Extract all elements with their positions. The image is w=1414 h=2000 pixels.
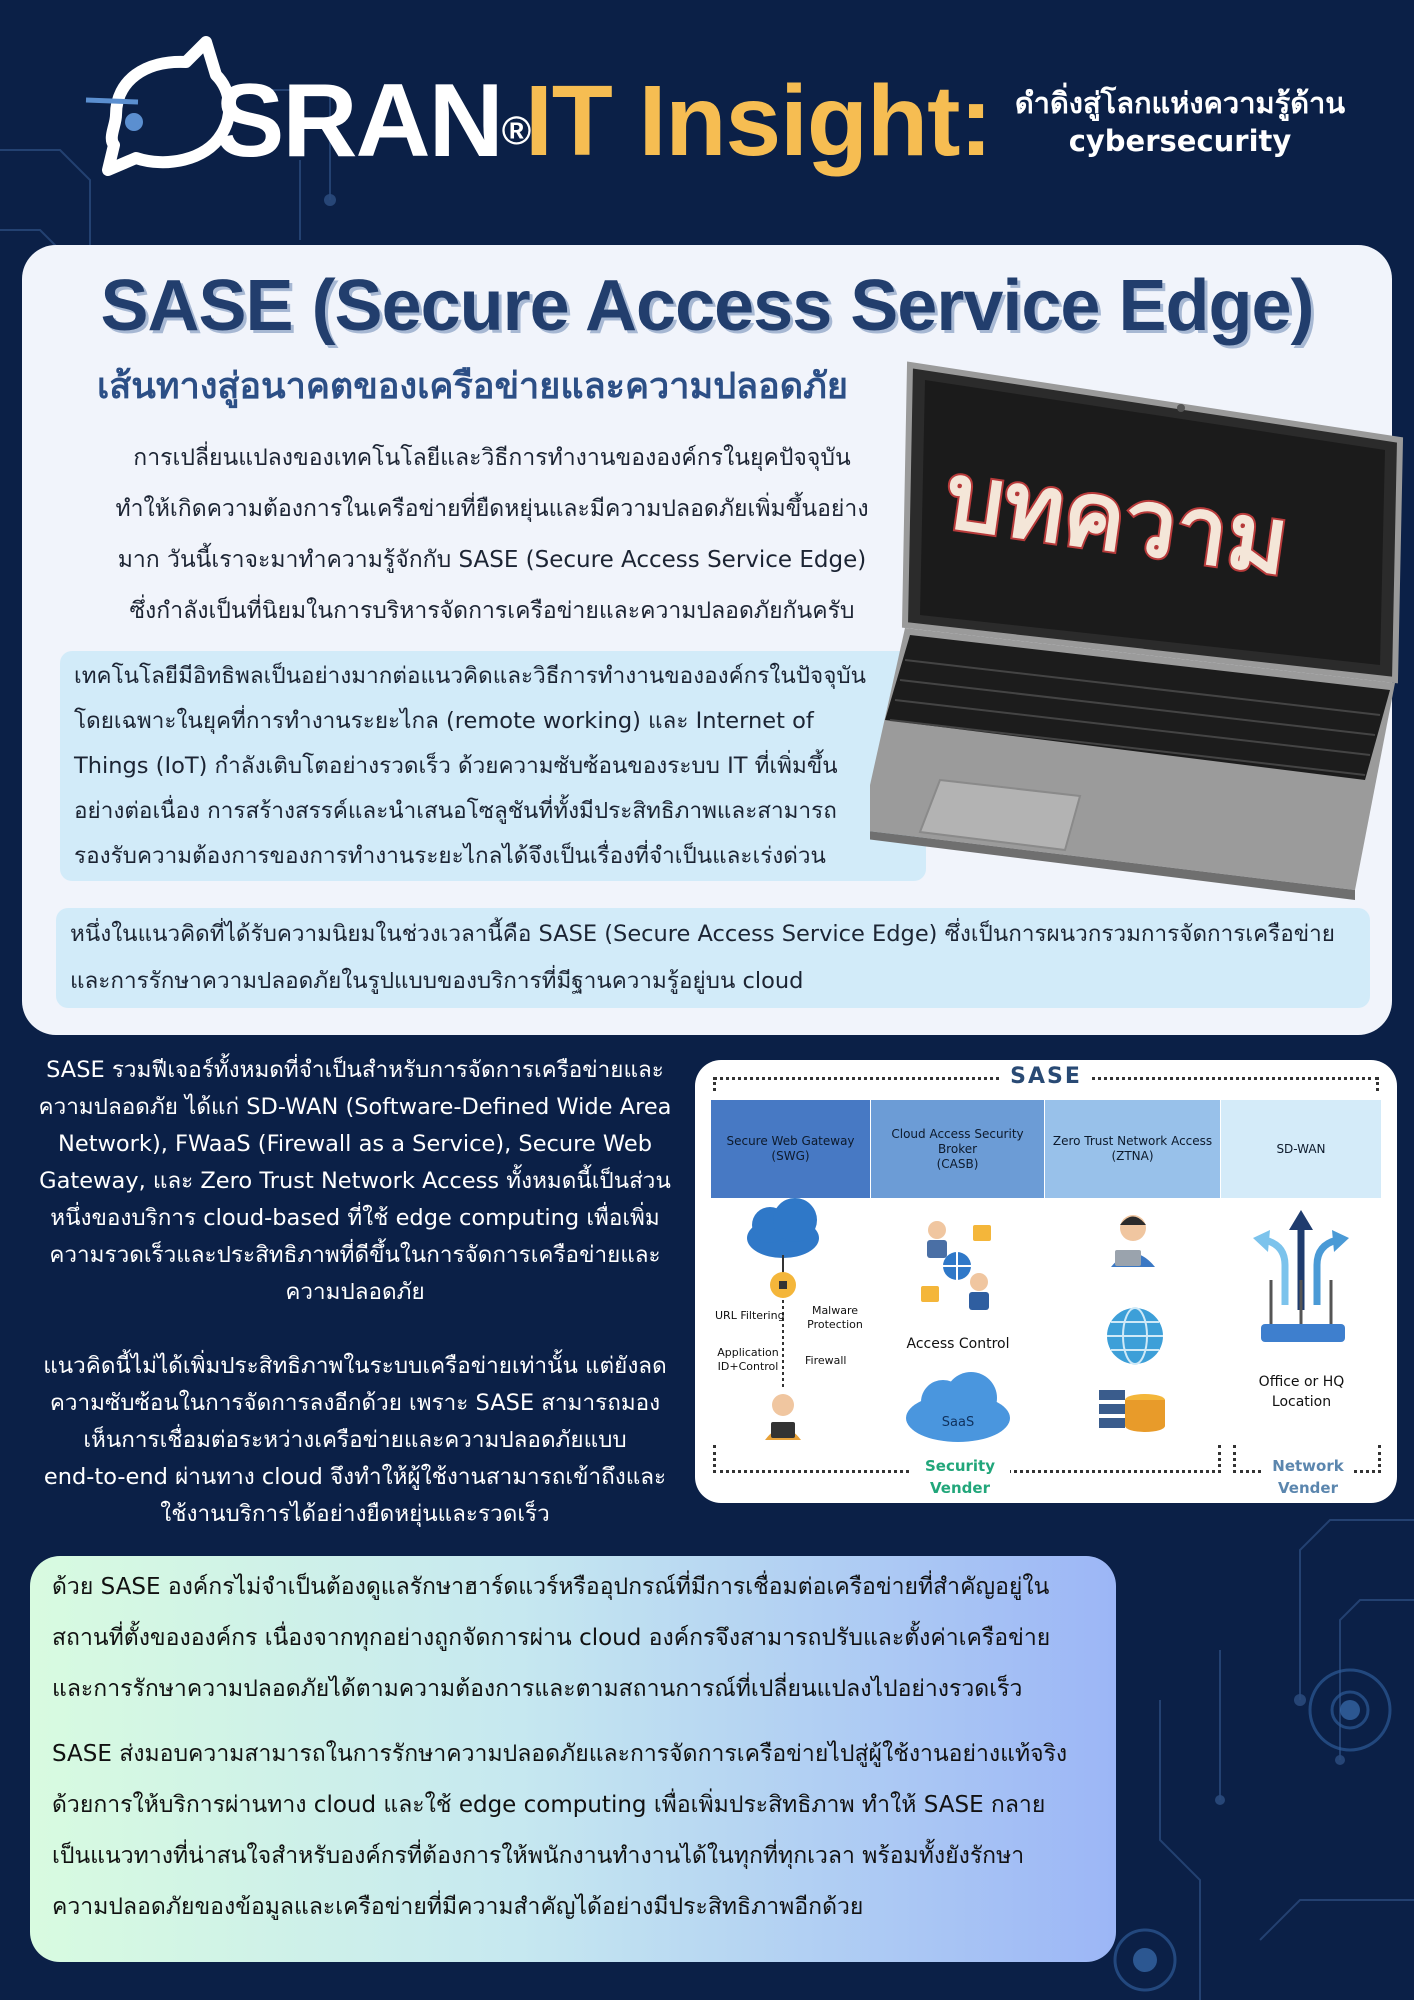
text-line: ความรวดเร็วและประสิทธิภาพที่ดีขึ้นในการจัดการเครือข่ายและ xyxy=(49,1242,661,1268)
it-insight-title: IT Insight: xyxy=(525,65,992,177)
text-line: Network), FWaaS (Firewall as a Service), Secure Web xyxy=(58,1131,652,1157)
security-vendor-label: Security Vender xyxy=(910,1455,1010,1499)
column-ztna: Zero Trust Network Access (ZTNA) xyxy=(1045,1100,1221,1198)
label-url-filtering: URL Filtering xyxy=(715,1309,785,1322)
paragraph-line: รองรับความต้องการของการทำงานระยะไกลได้จึงเป็นเรื่องที่จำเป็นและเร่งด่วน xyxy=(74,843,826,869)
saas-cloud-icon xyxy=(906,1372,1010,1442)
network-vendor-label: Network Vender xyxy=(1263,1455,1353,1499)
paragraph-line: เทคโนโลยีมีอิทธิพลเป็นอย่างมากต่อแนวคิดและวิธีการทำงานขององค์กรในปัจจุบัน xyxy=(74,663,867,689)
text-line: ด้วยการให้บริการผ่านทาง cloud และใช้ edge computing เพื่อเพิ่มประสิทธิภาพ ทำให้ SASE กลาย xyxy=(52,1792,1046,1818)
developer-icon xyxy=(765,1394,801,1440)
column-swg: Secure Web Gateway (SWG) xyxy=(711,1100,871,1198)
text-line: ความปลอดภัย xyxy=(285,1279,425,1305)
paragraph-line: Things (IoT) กำลังเติบโตอย่างรวดเร็ว ด้วยความซับซ้อนของระบบ IT ที่เพิ่มขึ้น xyxy=(74,753,838,779)
globe-icon xyxy=(1107,1308,1163,1364)
text-line: end-to-end ผ่านทาง cloud จึงทำให้ผู้ใช้งานสามารถเข้าถึงและ xyxy=(43,1464,667,1490)
brand-name: SRAN® xyxy=(215,63,532,179)
article-subtitle: เส้นทางสู่อนาคตของเครือข่ายและความปลอดภัย xyxy=(97,366,848,407)
column-casb: Cloud Access Security Broker (CASB) xyxy=(871,1100,1045,1198)
column-sdwan: SD-WAN xyxy=(1221,1100,1382,1198)
article-title: SASE (Secure Access Service Edge) xyxy=(100,266,1314,346)
intro-line: มาก วันนี้เราจะมาทำความรู้จักกับ SASE (Secure Access Service Edge) xyxy=(117,547,867,573)
tagline-line-1: ดำดิ่งสู่โลกแห่งความรู้ด้าน xyxy=(1014,86,1346,120)
text-line: ความปลอดภัยของข้อมูลและเครือข่ายที่มีความสำคัญได้อย่างมีประสิทธิภาพอีกด้วย xyxy=(52,1894,864,1920)
middle-text xyxy=(25,1052,685,1533)
label-access-control: Access Control xyxy=(906,1336,1010,1352)
label-malware-protection: Malware Protection xyxy=(807,1304,863,1331)
header-tagline xyxy=(975,84,1385,160)
text-line: ด้วย SASE องค์กรไม่จำเป็นต้องดูแลรักษาฮาร์ดแวร์หรืออุปกรณ์ที่มีการเชื่อมต่อเครือข่ายที่สำคัญอยู่ใน xyxy=(52,1574,1050,1600)
laptop-screen-text: บทความ xyxy=(939,441,1296,596)
cloud-lock-icon xyxy=(747,1198,819,1298)
text-line: สถานที่ตั้งขององค์กร เนื่องจากทุกอย่างถูกจัดการผ่าน cloud องค์กรจึงสามารถปรับและตั้งค่าเครือข่าย xyxy=(52,1625,1051,1651)
remote-user-icon xyxy=(1111,1215,1155,1267)
intro-line: ซึ่งกำลังเป็นที่นิยมในการบริหารจัดการเครือข่ายและความปลอดภัยกันครับ xyxy=(129,598,855,624)
sase-diagram xyxy=(695,1060,1397,1503)
text-line: เห็นการเชื่อมต่อระหว่างเครือข่ายและความปลอดภัยแบบ xyxy=(83,1427,627,1453)
database-icon xyxy=(1099,1390,1165,1432)
sdwan-router-icon xyxy=(1253,1210,1349,1342)
label-office-hq: Office or HQ Location xyxy=(1258,1374,1345,1410)
laptop-illustration xyxy=(870,360,1410,900)
intro-line: การเปลี่ยนแปลงของเทคโนโลยีและวิธีการทำงานขององค์กรในยุคปัจจุบัน xyxy=(133,445,851,471)
registered-mark: ® xyxy=(501,109,532,153)
text-line: ความปลอดภัย ได้แก่ SD-WAN (Software-Defined Wide Area xyxy=(38,1094,672,1120)
diagram-title: SASE xyxy=(695,1064,1397,1089)
article-intro xyxy=(62,433,922,637)
middle-paragraph-2 xyxy=(25,1348,685,1533)
text-line: Gateway, และ Zero Trust Network Access ทั้งหมดนี้เป็นส่วน xyxy=(39,1168,671,1194)
summary-paragraph-2 xyxy=(52,1729,1096,1933)
middle-paragraph-1 xyxy=(25,1052,685,1311)
label-application-control: Application ID+Control xyxy=(717,1346,779,1373)
paragraph-line: หนึ่งในแนวคิดที่ได้รับความนิยมในช่วงเวลานี้คือ SASE (Secure Access Service Edge) ซึ่งเป็นการผนวกรวมการจัดการเครือข่าย xyxy=(70,921,1335,947)
text-line: หนึ่งของบริการ cloud-based ที่ใช้ edge computing เพื่อเพิ่ม xyxy=(50,1205,660,1231)
intro-line: ทำให้เกิดความต้องการในเครือข่ายที่ยืดหยุ่นและมีความปลอดภัยเพิ่มขึ้นอย่าง xyxy=(115,496,869,522)
text-line: เป็นแนวทางที่น่าสนใจสำหรับองค์กรที่ต้องการให้พนักงานทำงานได้ในทุกที่ทุกเวลา พร้อมทั้งยังรักษา xyxy=(52,1843,1025,1869)
highlight-paragraph-1 xyxy=(60,651,926,881)
text-line: และการรักษาความปลอดภัยได้ตามความต้องการและตามสถานการณ์ที่เปลี่ยนแปลงไปอย่างรวดเร็ว xyxy=(52,1676,1023,1702)
paragraph-line: อย่างต่อเนื่อง การสร้างสรรค์และนำเสนอโซลูชันที่ทั้งมีประสิทธิภาพและสามารถ xyxy=(74,798,837,824)
summary-box xyxy=(30,1556,1116,1962)
label-saas: SaaS xyxy=(941,1415,975,1430)
text-line: ความซับซ้อนในการจัดการลงอีกด้วย เพราะ SASE สามารถมอง xyxy=(49,1390,661,1416)
paragraph-line: และการรักษาความปลอดภัยในรูปแบบของบริการที่มีฐานความรู้อยู่บน cloud xyxy=(70,968,804,994)
diagram-icons xyxy=(695,1060,1397,1503)
text-line: SASE รวมฟีเจอร์ทั้งหมดที่จำเป็นสำหรับการจัดการเครือข่ายและ xyxy=(46,1057,664,1083)
summary-paragraph-1 xyxy=(52,1562,1096,1715)
text-line: SASE ส่งมอบความสามารถในการรักษาความปลอดภัยและการจัดการเครือข่ายไปสู่ผู้ใช้งานอย่างแท้จริง xyxy=(52,1741,1068,1767)
highlight-paragraph-2 xyxy=(56,908,1370,1008)
text-line: ใช้งานบริการได้อย่างยืดหยุ่นและรวดเร็ว xyxy=(160,1501,550,1527)
label-firewall: Firewall xyxy=(805,1354,847,1367)
users-locks-icon xyxy=(921,1221,991,1310)
text-line: แนวคิดนี้ไม่ได้เพิ่มประสิทธิภาพในระบบเครือข่ายเท่านั้น แต่ยังลด xyxy=(43,1353,667,1379)
paragraph-line: โดยเฉพาะในยุคที่การทำงานระยะไกล (remote working) และ Internet of xyxy=(74,708,814,734)
tagline-line-2: cybersecurity xyxy=(1068,124,1292,158)
